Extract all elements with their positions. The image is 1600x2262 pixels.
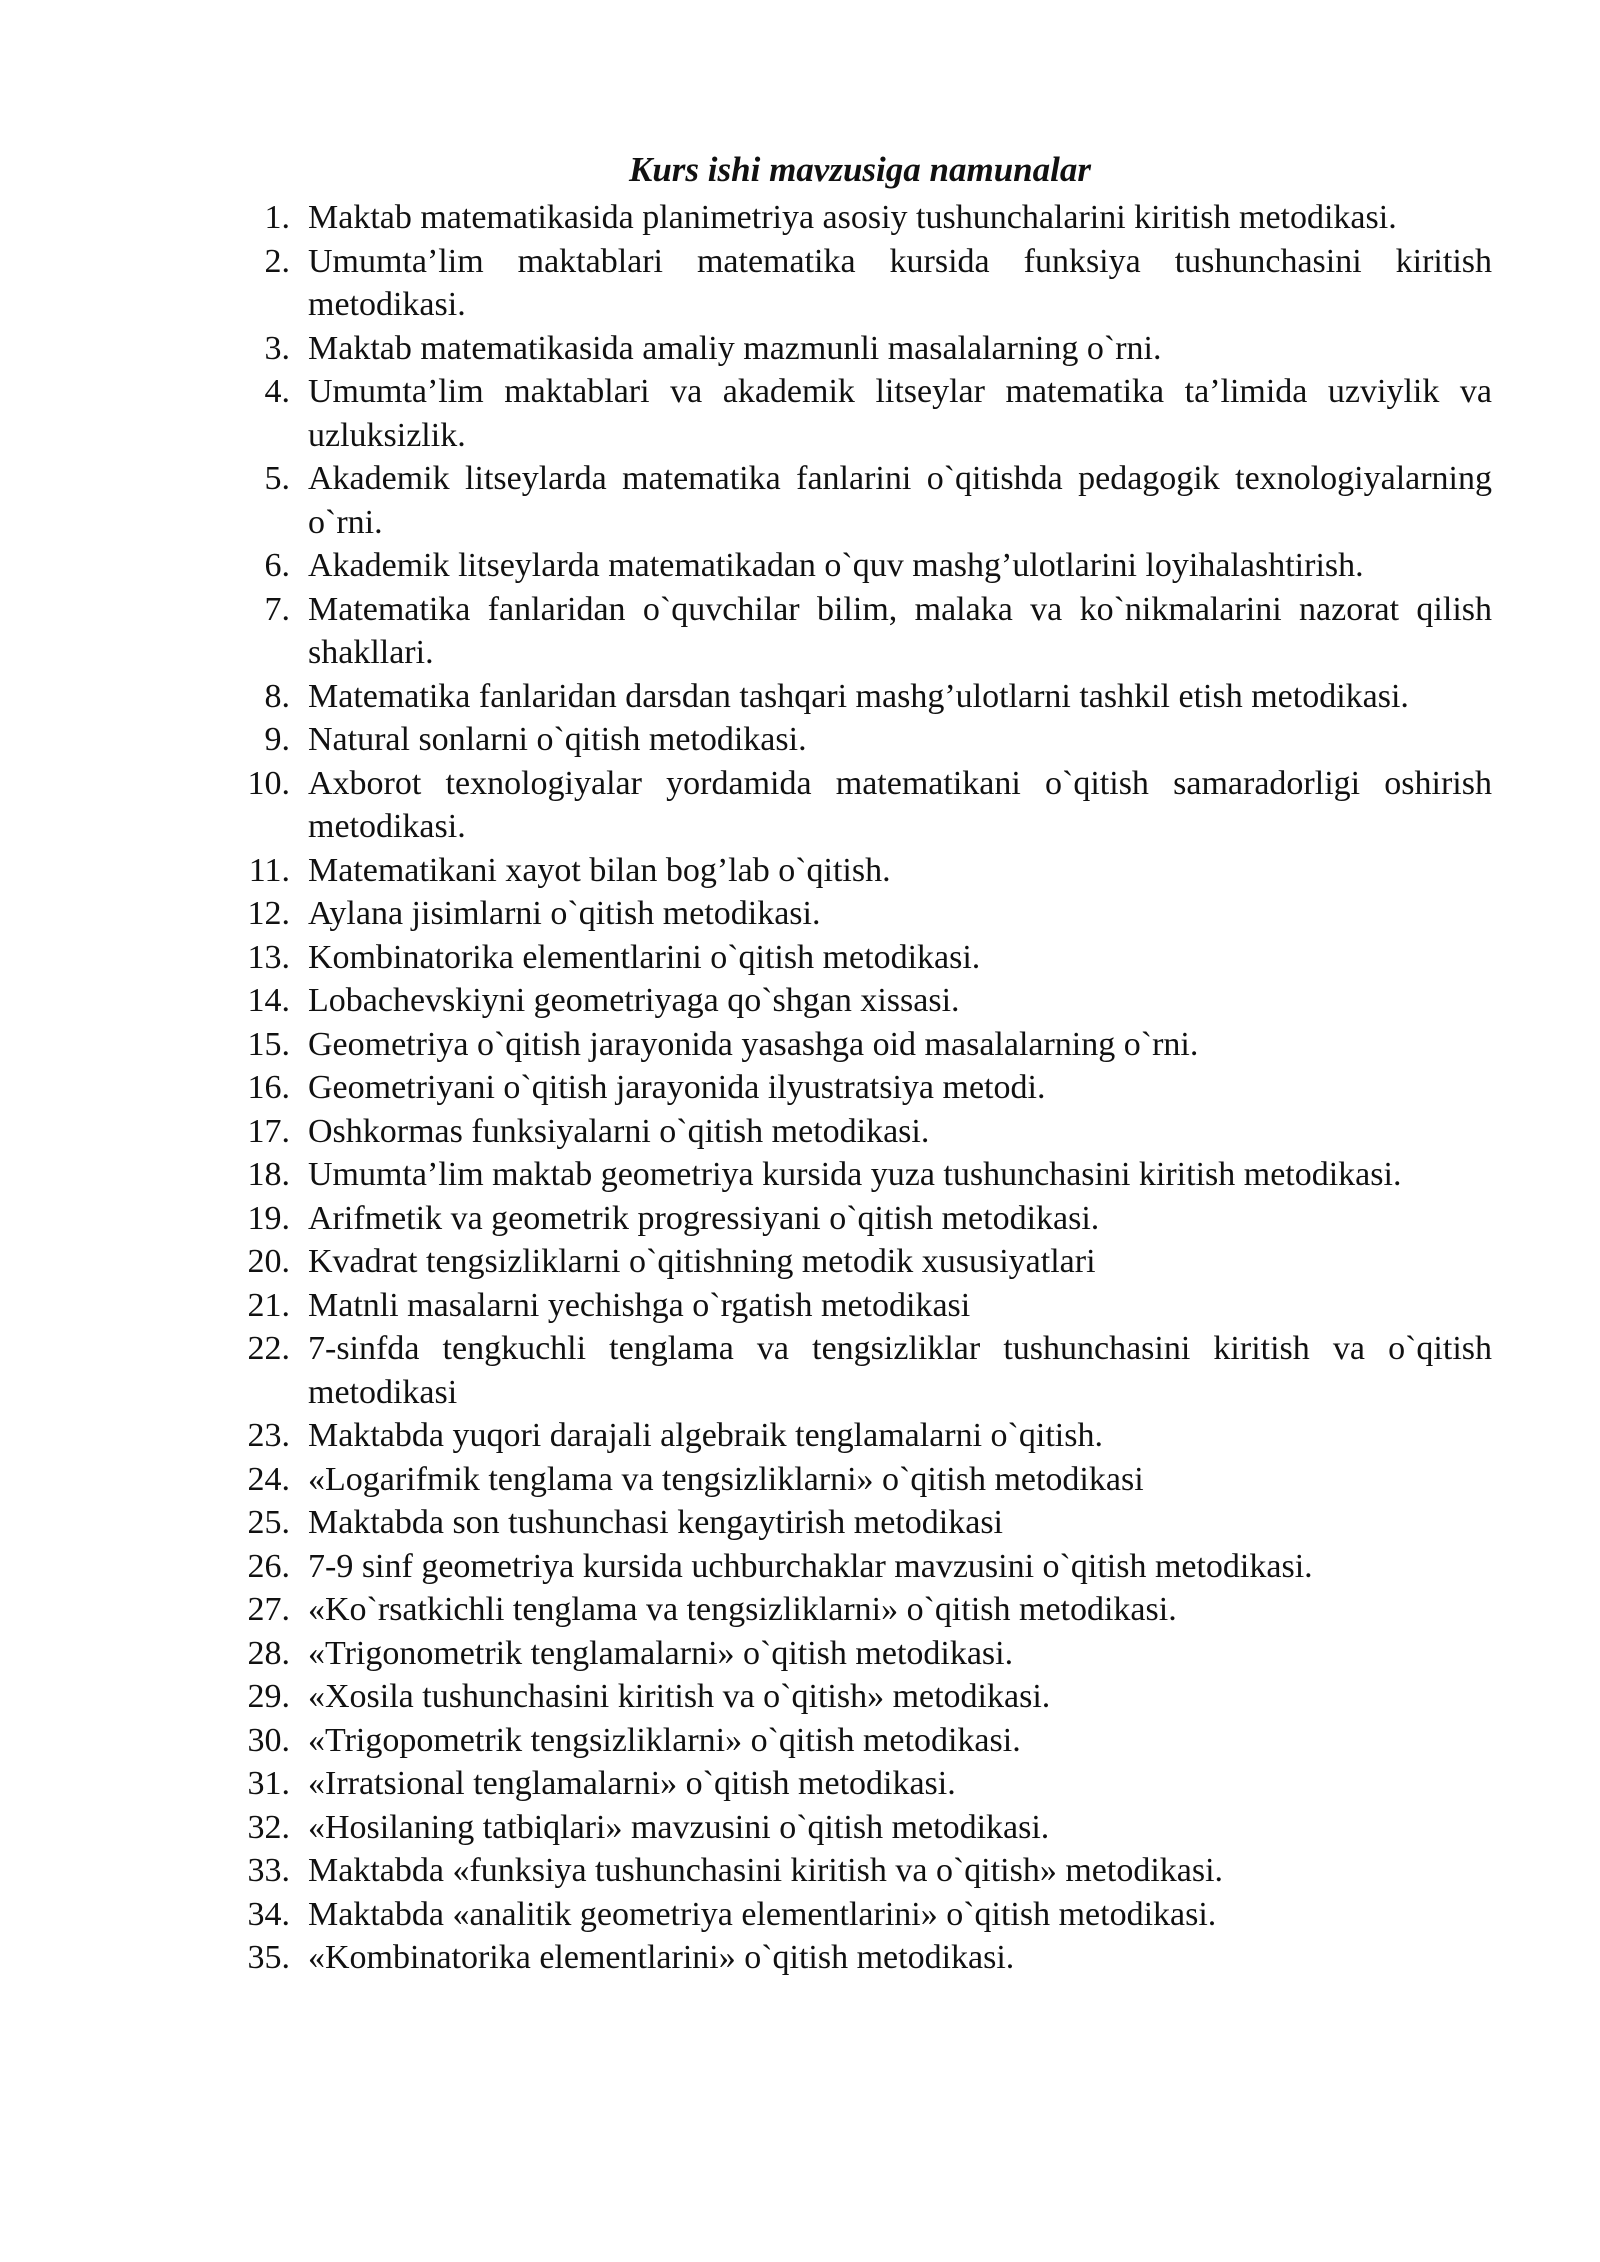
item-text: Matematika fanlaridan darsdan tashqari mashg’ulotlarni tashkil etish metodikasi. bbox=[308, 677, 1409, 715]
item-number: 30. bbox=[247, 1721, 290, 1759]
item-number: 18. bbox=[247, 1156, 290, 1193]
item-number: 3. bbox=[264, 329, 290, 367]
list-item bbox=[230, 1675, 1492, 1719]
list-item bbox=[230, 588, 1492, 675]
item-number: 29. bbox=[247, 1678, 290, 1715]
item-text: Maktabda «analitik geometriya elementlarini» o`qitish metodikasi. bbox=[308, 1895, 1217, 1933]
item-number: 6. bbox=[264, 547, 290, 584]
list-item bbox=[230, 1719, 1492, 1763]
item-text: 7-sinfda tengkuchli tenglama va tengsizliklar tushunchasini kiritish va o`qitish metodikasi bbox=[308, 1330, 1492, 1411]
item-text: Arifmetik va geometrik progressiyani o`qitish metodikasi. bbox=[308, 1199, 1100, 1237]
document-title: Kurs ishi mavzusiga namunalar bbox=[629, 150, 1091, 189]
item-number: 23. bbox=[247, 1417, 290, 1454]
list-item bbox=[230, 762, 1492, 849]
item-number: 7. bbox=[264, 590, 290, 628]
list-item bbox=[230, 1501, 1492, 1545]
list-item bbox=[230, 1414, 1492, 1458]
item-number: 35. bbox=[247, 1939, 290, 1976]
item-text: Maktab matematikasida planimetriya asosiy tushunchalarini kiritish metodikasi. bbox=[308, 199, 1397, 236]
list-item bbox=[230, 1893, 1492, 1937]
item-number: 2. bbox=[264, 242, 290, 280]
list-item bbox=[230, 1588, 1492, 1632]
item-text: «Irratsional tenglamalarni» o`qitish metodikasi. bbox=[308, 1765, 956, 1802]
item-text: Aylana jisimlarni o`qitish metodikasi. bbox=[308, 895, 821, 932]
item-text: Matematika fanlaridan o`quvchilar bilim, malaka va ko`nikmalarini nazorat qilish shakllari. bbox=[308, 590, 1492, 671]
item-text: Akademik litseylarda matematikadan o`quv mashg’ulotlarini loyihalashtirish. bbox=[308, 547, 1364, 584]
list-item bbox=[230, 936, 1492, 980]
item-number: 21. bbox=[247, 1286, 290, 1324]
item-text: Maktabda yuqori darajali algebraik tenglamalarni o`qitish. bbox=[308, 1417, 1103, 1454]
item-text: Natural sonlarni o`qitish metodikasi. bbox=[308, 721, 807, 758]
item-text: Kombinatorika elementlarini o`qitish metodikasi. bbox=[308, 938, 981, 976]
item-text: Maktabda son tushunchasi kengaytirish metodikasi bbox=[308, 1504, 1003, 1541]
item-number: 5. bbox=[264, 460, 290, 497]
item-number: 14. bbox=[247, 982, 290, 1019]
item-text: Geometriya o`qitish jarayonida yasashga oid masalalarning o`rni. bbox=[308, 1025, 1199, 1063]
item-text: Lobachevskiyni geometriyaga qo`shgan xissasi. bbox=[308, 982, 960, 1019]
list-item bbox=[230, 1632, 1492, 1676]
item-text: Maktab matematikasida amaliy mazmunli masalalarning o`rni. bbox=[308, 329, 1162, 367]
item-number: 31. bbox=[247, 1765, 290, 1802]
list-item bbox=[230, 1936, 1492, 1980]
item-number: 33. bbox=[247, 1852, 290, 1889]
list-item bbox=[230, 979, 1492, 1023]
item-text: Kvadrat tengsizliklarni o`qitishning metodik xususiyatlari bbox=[308, 1243, 1096, 1280]
list-item bbox=[230, 675, 1492, 719]
item-text: Umumta’lim maktablari va akademik litseylar matematika ta’limida uzviylik va uzluksizlik. bbox=[308, 373, 1492, 454]
item-number: 16. bbox=[247, 1069, 290, 1106]
item-number: 10. bbox=[247, 764, 290, 802]
item-text: 7-9 sinf geometriya kursida uchburchaklar mavzusini o`qitish metodikasi. bbox=[308, 1547, 1313, 1585]
item-text: «Kombinatorika elementlarini» o`qitish metodikasi. bbox=[308, 1939, 1015, 1976]
list-item bbox=[230, 1066, 1492, 1110]
list-item bbox=[230, 1284, 1492, 1328]
list-item bbox=[230, 1458, 1492, 1502]
item-text: Axborot texnologiyalar yordamida matematikani o`qitish samaradorligi oshirish metodikasi. bbox=[308, 764, 1492, 845]
item-text: «Hosilaning tatbiqlari» mavzusini o`qitish metodikasi. bbox=[308, 1808, 1050, 1846]
item-text: «Xosila tushunchasini kiritish va o`qitish» metodikasi. bbox=[308, 1678, 1051, 1715]
item-number: 19. bbox=[247, 1199, 290, 1237]
list-item bbox=[230, 240, 1492, 327]
item-text: Umumta’lim maktablari matematika kursida funksiya tushunchasini kiritish metodikasi. bbox=[308, 242, 1492, 323]
item-text: «Ko`rsatkichli tenglama va tengsizliklarni» o`qitish metodikasi. bbox=[308, 1591, 1177, 1628]
list-item bbox=[230, 1545, 1492, 1589]
item-text: «Logarifmik tenglama va tengsizliklarni» o`qitish metodikasi bbox=[308, 1460, 1144, 1498]
item-text: Matnli masalarni yechishga o`rgatish metodikasi bbox=[308, 1286, 971, 1324]
list-item bbox=[230, 457, 1492, 544]
item-number: 11. bbox=[248, 851, 290, 889]
item-text: Umumta’lim maktab geometriya kursida yuza tushunchasini kiritish metodikasi. bbox=[308, 1156, 1402, 1193]
list-item bbox=[230, 1153, 1492, 1197]
item-number: 4. bbox=[264, 373, 290, 410]
list-item bbox=[230, 1240, 1492, 1284]
item-number: 8. bbox=[264, 677, 290, 715]
item-number: 1. bbox=[264, 199, 290, 236]
item-text: Akademik litseylarda matematika fanlarini o`qitishda pedagogik texnologiyalarning o`rni. bbox=[308, 460, 1492, 541]
item-number: 17. bbox=[247, 1112, 290, 1150]
list-item bbox=[230, 849, 1492, 893]
list-item bbox=[230, 1197, 1492, 1241]
topic-list bbox=[230, 196, 1492, 1980]
item-number: 20. bbox=[247, 1243, 290, 1280]
item-number: 13. bbox=[247, 938, 290, 976]
item-text: Oshkormas funksiyalarni o`qitish metodikasi. bbox=[308, 1112, 930, 1150]
list-item bbox=[230, 1023, 1492, 1067]
list-item bbox=[230, 1849, 1492, 1893]
list-item bbox=[230, 327, 1492, 371]
item-text: «Trigonometrik tenglamalarni» o`qitish metodikasi. bbox=[308, 1634, 1014, 1672]
item-number: 22. bbox=[247, 1330, 290, 1367]
list-item bbox=[230, 370, 1492, 457]
list-item bbox=[230, 1110, 1492, 1154]
item-number: 24. bbox=[247, 1460, 290, 1498]
item-number: 27. bbox=[247, 1591, 290, 1628]
item-number: 28. bbox=[247, 1634, 290, 1672]
item-number: 15. bbox=[247, 1025, 290, 1063]
list-item bbox=[230, 1327, 1492, 1414]
list-item bbox=[230, 196, 1492, 240]
item-number: 32. bbox=[247, 1808, 290, 1846]
item-text: Geometriyani o`qitish jarayonida ilyustratsiya metodi. bbox=[308, 1069, 1046, 1106]
item-text: Matematikani xayot bilan bog’lab o`qitish. bbox=[308, 851, 891, 889]
list-item bbox=[230, 544, 1492, 588]
list-item bbox=[230, 892, 1492, 936]
item-number: 9. bbox=[264, 721, 290, 758]
item-number: 25. bbox=[247, 1504, 290, 1541]
item-number: 26. bbox=[247, 1547, 290, 1585]
list-item bbox=[230, 718, 1492, 762]
list-item bbox=[230, 1806, 1492, 1850]
item-text: Maktabda «funksiya tushunchasini kiritish va o`qitish» metodikasi. bbox=[308, 1852, 1224, 1889]
item-number: 34. bbox=[247, 1895, 290, 1933]
item-number: 12. bbox=[247, 895, 290, 932]
item-text: «Trigopometrik tengsizliklarni» o`qitish metodikasi. bbox=[308, 1721, 1021, 1759]
list-item bbox=[230, 1762, 1492, 1806]
